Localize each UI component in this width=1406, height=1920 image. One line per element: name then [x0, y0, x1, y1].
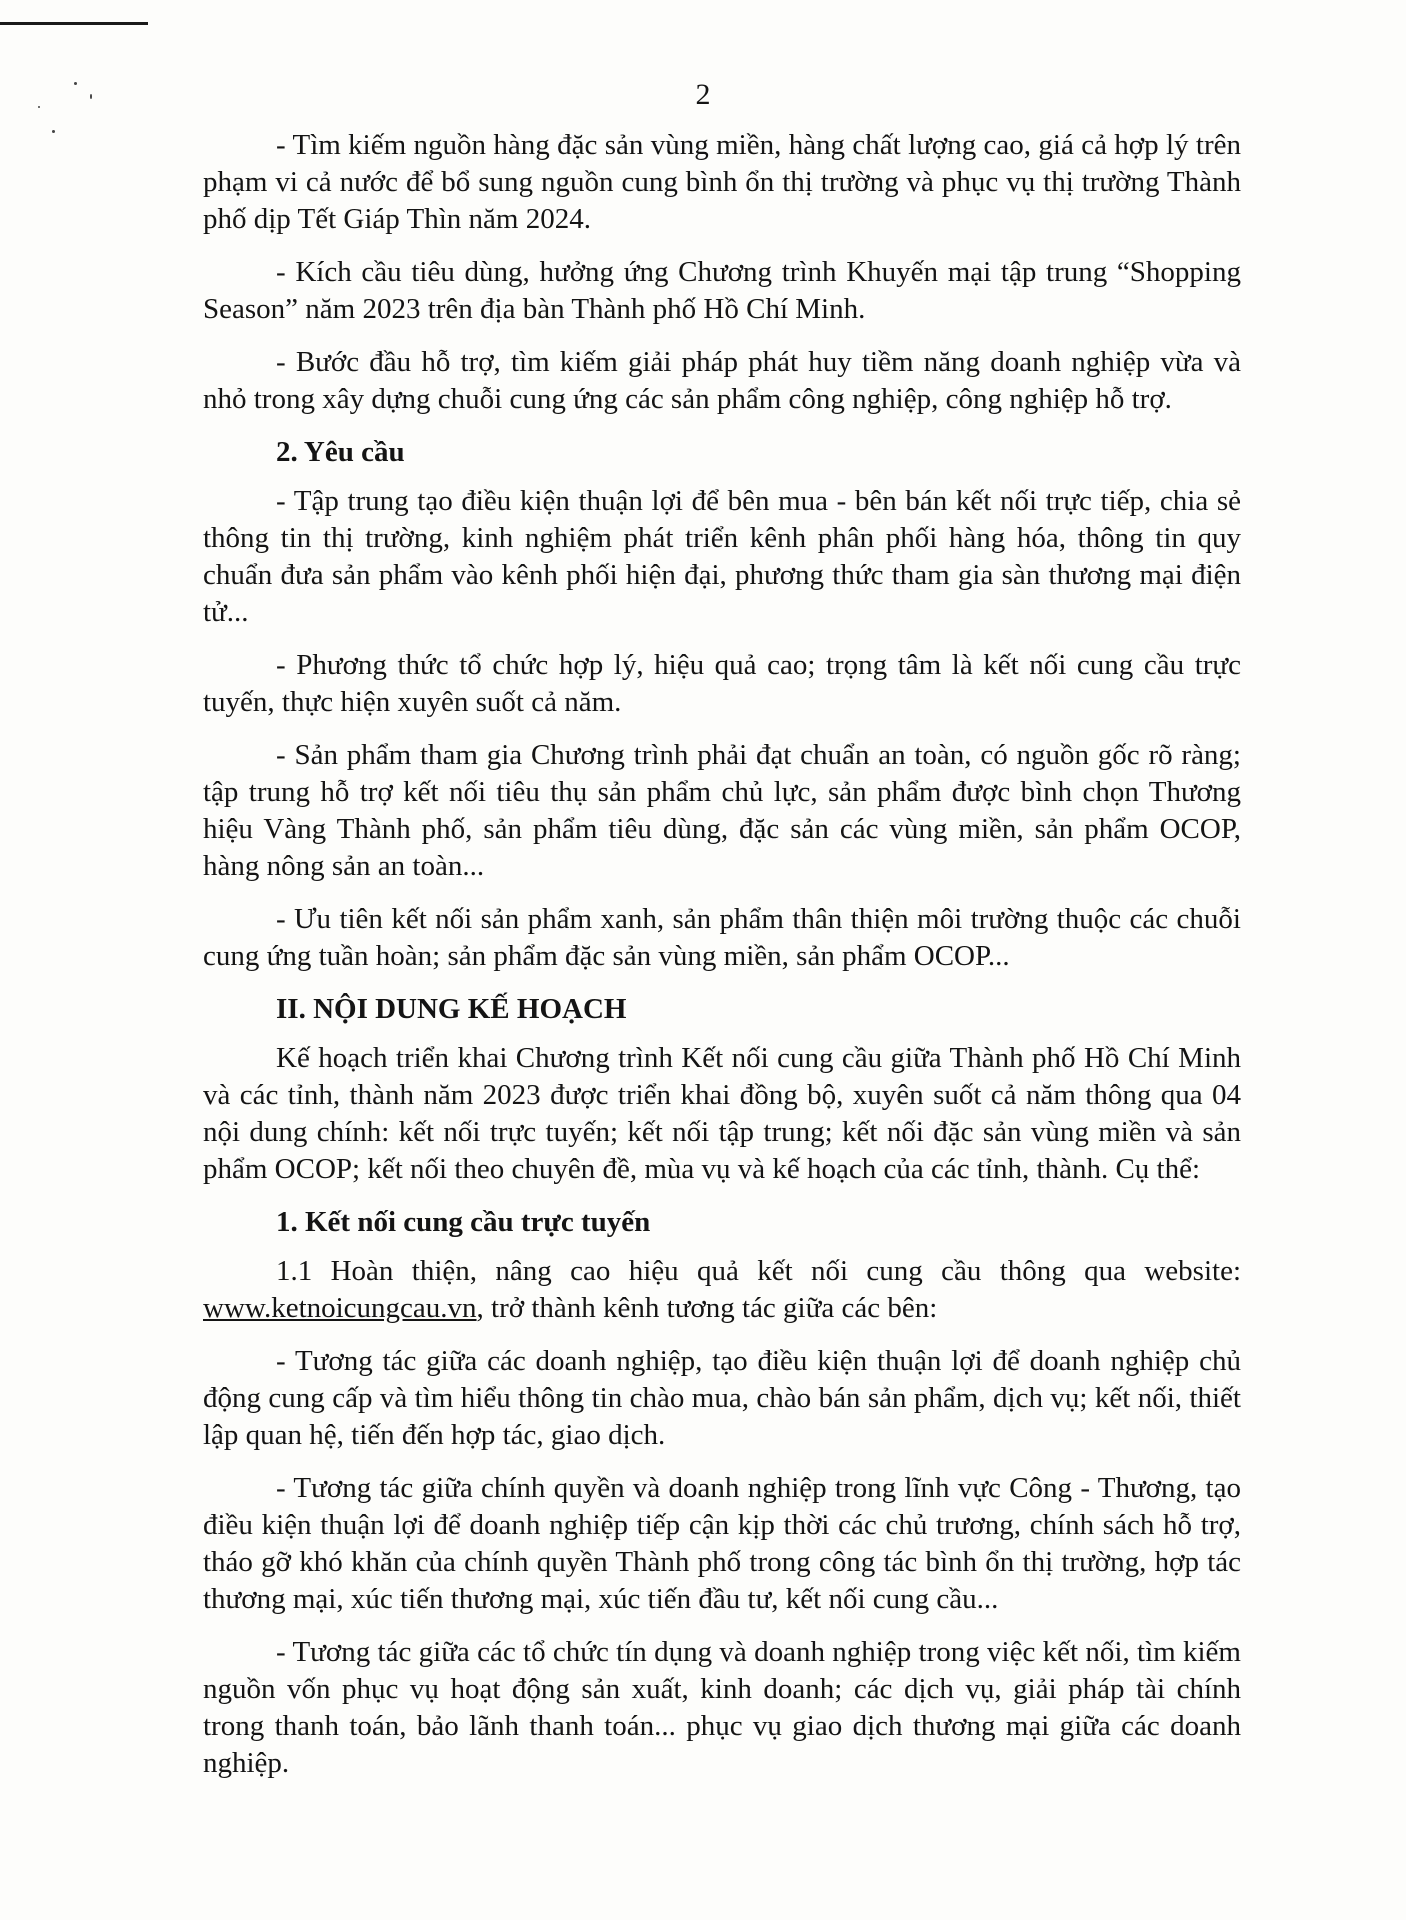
paragraph: - Tương tác giữa các doanh nghiệp, tạo điều kiện thuận lợi để doanh nghiệp chủ động cung cấp và tìm hiểu thông tin chào mua, chào bán sản phẩm, dịch vụ; kết nối, thiết lập quan hệ, tiến đến hợp tác, giao dịch.: [203, 1345, 1241, 1451]
section-heading: 2. Yêu cầu: [276, 436, 405, 468]
section-heading: II. NỘI DUNG KẾ HOẠCH: [276, 993, 627, 1025]
paragraph-text: , trở thành kênh tương tác giữa các bên:: [476, 1292, 938, 1324]
paragraph: - Phương thức tổ chức hợp lý, hiệu quả cao; trọng tâm là kết nối cung cầu trực tuyến, thực hiện xuyên suốt cả năm.: [203, 649, 1241, 718]
paragraph: - Bước đầu hỗ trợ, tìm kiếm giải pháp phát huy tiềm năng doanh nghiệp vừa và nhỏ trong xây dựng chuỗi cung ứng các sản phẩm công nghiệp, công nghiệp hỗ trợ.: [203, 346, 1241, 415]
website-link[interactable]: www.ketnoicungcau.vn: [203, 1292, 477, 1324]
paragraph: - Tập trung tạo điều kiện thuận lợi để bên mua - bên bán kết nối trực tiếp, chia sẻ thông tin thị trường, kinh nghiệm phát triển kênh phân phối hàng hóa, thông tin quy chuẩn đưa sản phẩm vào kênh phối hiện đại, phương thức tham gia sàn thương mại điện tử...: [203, 485, 1241, 628]
paragraph: - Kích cầu tiêu dùng, hưởng ứng Chương trình Khuyến mại tập trung “Shopping Season” năm 2023 trên địa bàn Thành phố Hồ Chí Minh.: [203, 256, 1241, 325]
paragraph: - Ưu tiên kết nối sản phẩm xanh, sản phẩm thân thiện môi trường thuộc các chuỗi cung ứng tuần hoàn; sản phẩm đặc sản vùng miền, sản phẩm OCOP...: [203, 903, 1241, 972]
paragraph: - Tìm kiếm nguồn hàng đặc sản vùng miền, hàng chất lượng cao, giá cả hợp lý trên phạm vi cả nước để bổ sung nguồn cung bình ổn thị trường và phục vụ thị trường Thành phố dịp Tết Giáp Thìn năm 2024.: [203, 129, 1241, 235]
paragraph-text: 1.1 Hoàn thiện, nâng cao hiệu quả kết nối cung cầu thông qua website:: [276, 1255, 1241, 1287]
paragraph: - Tương tác giữa chính quyền và doanh nghiệp trong lĩnh vực Công - Thương, tạo điều kiện thuận lợi để doanh nghiệp tiếp cận kịp thời các chủ trương, chính sách hỗ trợ, tháo gỡ khó khăn của chính quyền Thành phố trong công tác bình ổn thị trường, hợp tác thương mại, xúc tiến thương mại, xúc tiến đầu tư, kết nối cung cầu...: [203, 1472, 1241, 1615]
page-number: 2: [695, 78, 711, 111]
paragraph: - Tương tác giữa các tổ chức tín dụng và doanh nghiệp trong việc kết nối, tìm kiếm nguồn vốn phục vụ hoạt động sản xuất, kinh doanh; các dịch vụ, giải pháp tài chính trong thanh toán, bảo lãnh thanh toán... phục vụ giao dịch thương mại giữa các doanh nghiệp.: [203, 1636, 1241, 1779]
section-heading: 1. Kết nối cung cầu trực tuyến: [276, 1206, 651, 1238]
paragraph: - Sản phẩm tham gia Chương trình phải đạt chuẩn an toàn, có nguồn gốc rõ ràng; tập trung hỗ trợ kết nối tiêu thụ sản phẩm chủ lực, sản phẩm được bình chọn Thương hiệu Vàng Thành phố, sản phẩm tiêu dùng, đặc sản các vùng miền, sản phẩm OCOP, hàng nông sản an toàn...: [203, 739, 1241, 882]
scan-top-line: [0, 22, 148, 25]
paragraph-1-1: [203, 1253, 1241, 1327]
paragraph: Kế hoạch triển khai Chương trình Kết nối cung cầu giữa Thành phố Hồ Chí Minh và các tỉnh, thành năm 2023 được triển khai đồng bộ, xuyên suốt cả năm thông qua 04 nội dung chính: kết nối trực tuyến; kết nối tập trung; kết nối đặc sản vùng miền và sản phẩm OCOP; kết nối theo chuyên đề, mùa vụ và kế hoạch của các tỉnh, thành. Cụ thể:: [203, 1042, 1241, 1185]
document-body: [203, 127, 1241, 1798]
